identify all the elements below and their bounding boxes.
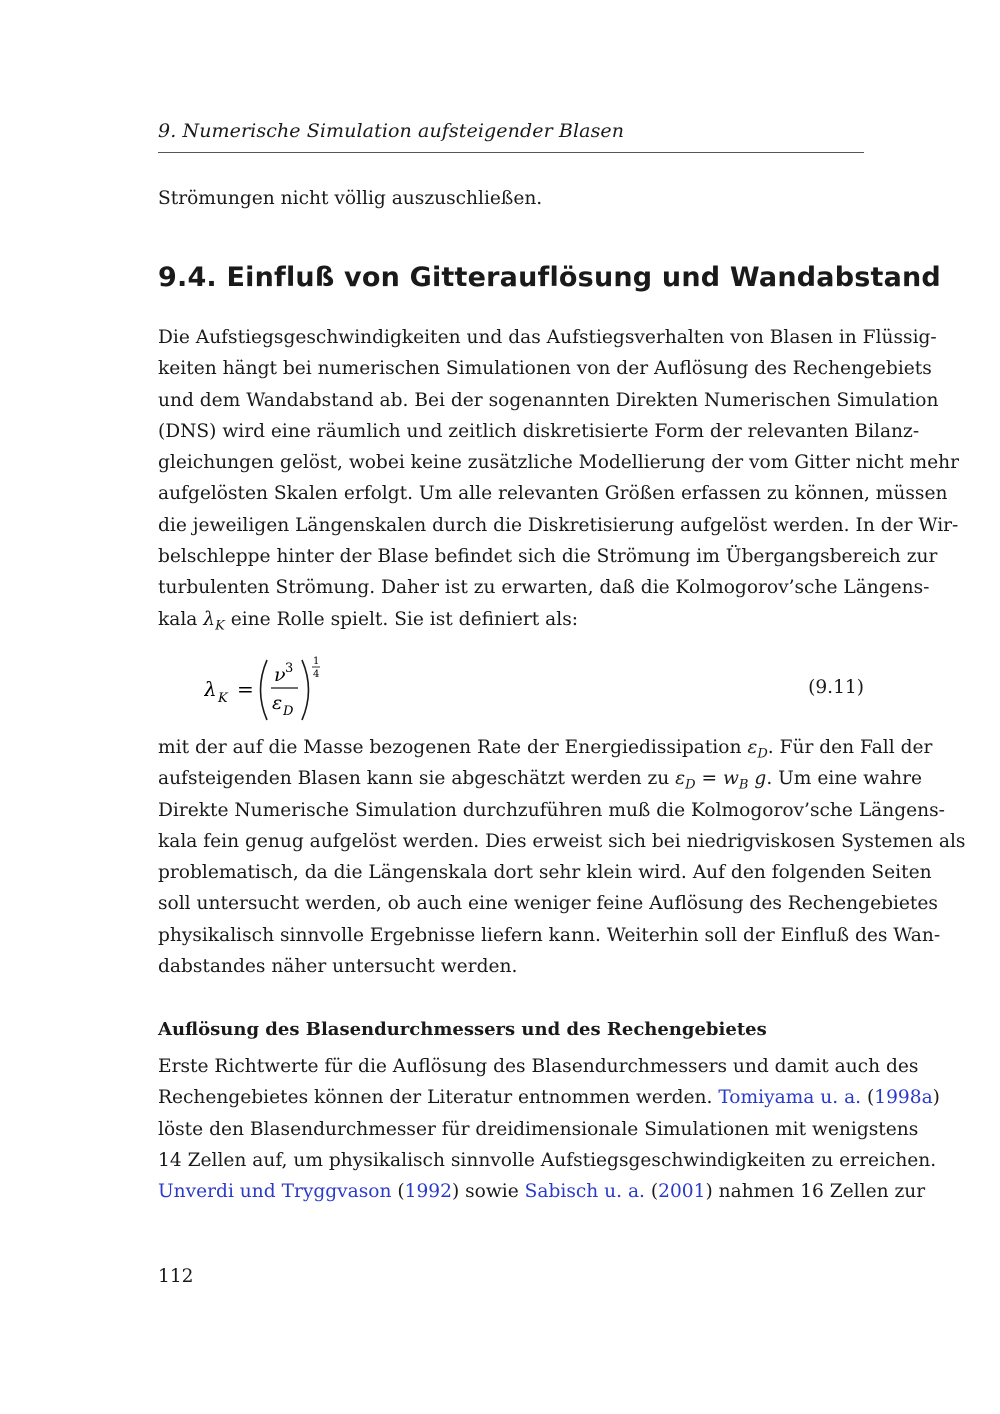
text-fragment: mit der auf die Masse bezogenen Rate der Energiedissipation	[158, 737, 748, 758]
page-number: 112	[158, 1266, 194, 1287]
eq-numerator: ν	[274, 664, 286, 686]
paragraph-line: turbulenten Strömung. Daher ist zu erwarten, daß die Kolmogorov’sche Längens-	[158, 577, 930, 599]
paragraph-line	[158, 1082, 940, 1113]
right-paren	[302, 660, 309, 720]
citation-year-link[interactable]: 1992	[404, 1181, 452, 1203]
paragraph-line	[158, 732, 933, 763]
eq-numerator-sup: 3	[285, 661, 294, 676]
paragraph-line: belschleppe hinter der Blase befindet sich die Strömung im Übergangsbereich zur	[158, 546, 938, 568]
paragraph-line: die jeweiligen Längenskalen durch die Diskretisierung aufgelöst werden. In der Wir-	[158, 514, 959, 536]
paragraph-line: aufgelösten Skalen erfolgt. Um alle relevanten Größen erfassen zu können, müssen	[158, 483, 948, 505]
intro-paragraph	[158, 183, 864, 214]
text-fragment: aufsteigenden Blasen kann sie abgeschätzt werden zu	[158, 768, 676, 790]
paragraph-line: löste den Blasendurchmesser für dreidimensionale Simulationen mit wenigstens	[158, 1118, 919, 1140]
citation-link[interactable]: Unverdi und Tryggvason	[158, 1181, 392, 1203]
running-header: 9. Numerische Simulation aufsteigender Blasen	[158, 120, 625, 142]
text-fragment: (	[391, 1181, 405, 1203]
paragraph-line: physikalisch sinnvolle Ergebnisse liefern kann. Weiterhin soll der Einfluß des Wan-	[158, 924, 941, 946]
subscript: K	[215, 618, 225, 634]
text-fragment: )	[932, 1087, 940, 1109]
citation-link[interactable]: Tomiyama u. a.	[718, 1087, 862, 1109]
subsection-title: Auflösung des Blasendurchmessers und des Rechengebietes	[158, 1019, 767, 1040]
paragraph-1	[158, 322, 959, 635]
eq-exp-num: 1	[313, 656, 320, 667]
equation-9-11	[204, 654, 864, 724]
paragraph-line: Erste Richtwerte für die Auflösung des Blasendurchmessers und damit auch des	[158, 1056, 919, 1077]
text-fragment: Rechengebietes können der Literatur entnommen werden.	[158, 1087, 719, 1109]
lambda-symbol: λ	[203, 608, 216, 630]
text-fragment: . Um eine wahre	[766, 768, 923, 790]
header-rule	[158, 152, 864, 153]
w-symbol: w	[723, 768, 739, 790]
g-symbol: g	[748, 768, 767, 790]
paragraph-line: keiten hängt bei numerischen Simulationen von der Auflösung des Rechengebiets	[158, 358, 932, 380]
paragraph-line: soll untersucht werden, ob auch eine weniger feine Auflösung des Rechengebietes	[158, 893, 938, 915]
paragraph-line	[158, 1176, 926, 1207]
text-fragment: kala	[158, 608, 204, 630]
eq-lhs: λ	[204, 677, 217, 701]
paragraph-3	[158, 1051, 940, 1207]
section-title: 9.4. Einfluß von Gitterauflösung und Wandabstand	[158, 262, 941, 293]
subscript: D	[685, 778, 696, 794]
paragraph-2	[158, 732, 966, 982]
paragraph-line	[158, 604, 864, 635]
equation-number: (9.11)	[808, 677, 864, 698]
text-fragment: ) sowie	[451, 1181, 525, 1203]
subscript: B	[738, 778, 749, 794]
eq-denominator-sub: D	[283, 704, 294, 719]
paragraph-line: Die Aufstiegsgeschwindigkeiten und das Aufstiegsverhalten von Blasen in Flüssig-	[158, 327, 937, 348]
text-fragment: ) nahmen 16 Zellen zur	[705, 1181, 926, 1203]
text-fragment: (	[644, 1181, 659, 1203]
epsilon-symbol: ε	[675, 768, 686, 790]
paragraph-line: Direkte Numerische Simulation durchzuführen muß die Kolmogorov’sche Längens-	[158, 799, 945, 821]
subscript: D	[757, 746, 768, 762]
paragraph-line: (DNS) wird eine räumlich und zeitlich diskretisierte Form der relevanten Bilanz-	[158, 420, 920, 442]
paragraph-line	[158, 763, 923, 794]
text-fragment: eine Rolle spielt. Sie ist definiert als:	[224, 608, 579, 630]
equals-sign: =	[695, 768, 723, 790]
text-fragment: . Für den Fall der	[767, 737, 933, 758]
citation-year-link[interactable]: 1998a	[874, 1087, 933, 1109]
citation-year-link[interactable]: 2001	[658, 1181, 706, 1203]
eq-denominator: ε	[272, 692, 283, 714]
paragraph-line: dabstandes näher untersucht werden.	[158, 956, 518, 978]
citation-link[interactable]: Sabisch u. a.	[524, 1181, 645, 1203]
paragraph-line: gleichungen gelöst, wobei keine zusätzliche Modellierung der vom Gitter nicht mehr	[158, 452, 959, 474]
epsilon-symbol: ε	[747, 737, 758, 758]
paragraph-line: problematisch, da die Längenskala dort sehr klein wird. Auf den folgenden Seiten	[158, 862, 932, 884]
eq-exp-den: 4	[313, 669, 320, 680]
eq-lhs-sub: K	[218, 691, 228, 706]
intro-line: Strömungen nicht völlig auszuschließen.	[158, 188, 543, 209]
paragraph-line: kala fein genug aufgelöst werden. Dies erweist sich bei niedrigviskosen Systemen als	[158, 830, 966, 852]
text-fragment: (	[861, 1087, 875, 1109]
paragraph-line: 14 Zellen auf, um physikalisch sinnvolle Aufstiegsgeschwindigkeiten zu erreichen.	[158, 1149, 937, 1171]
left-paren	[261, 660, 268, 720]
paragraph-line: und dem Wandabstand ab. Bei der sogenannten Direkten Numerischen Simulation	[158, 389, 939, 411]
eq-equals: =	[237, 677, 254, 701]
